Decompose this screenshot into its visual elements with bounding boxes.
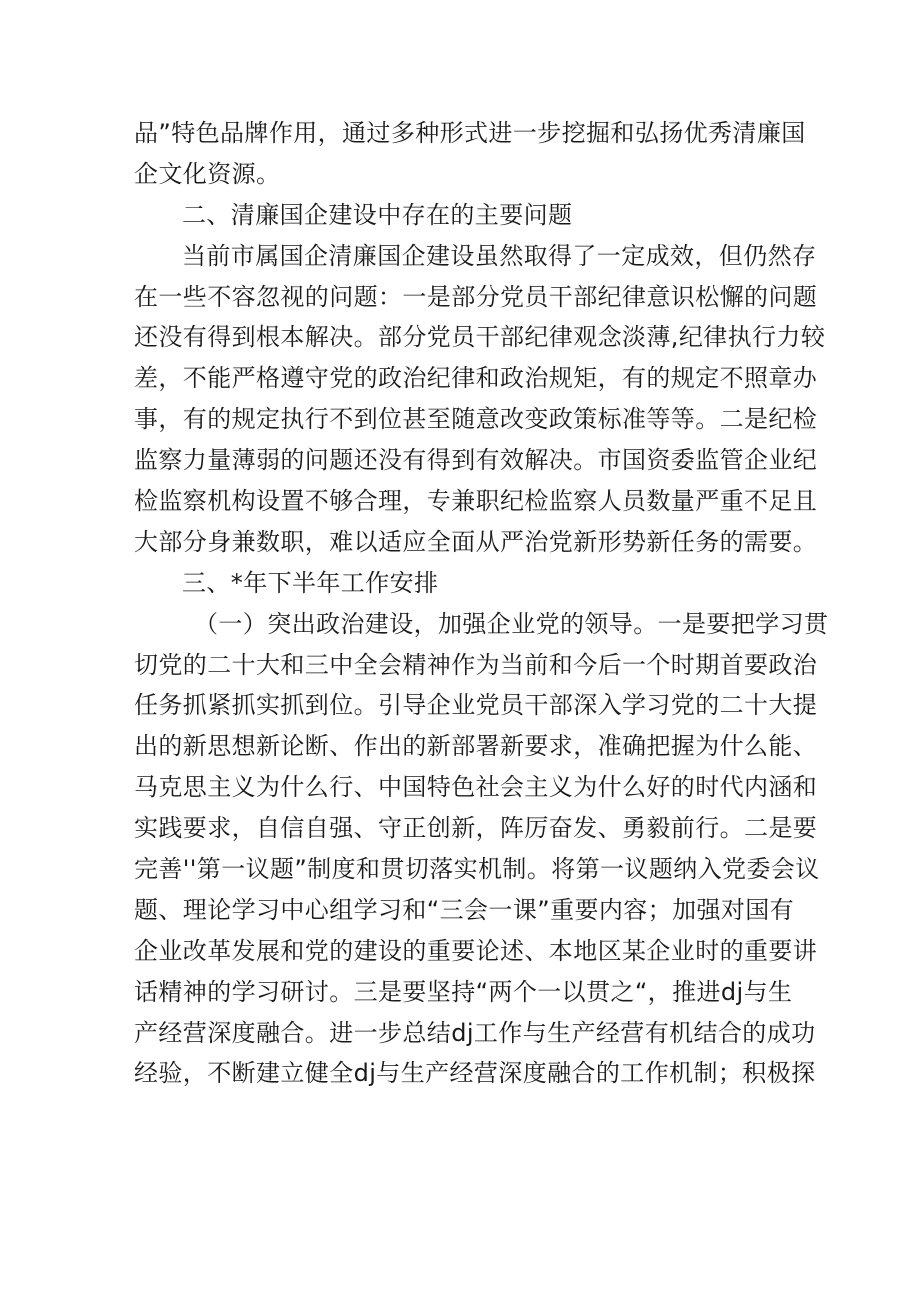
body-text-line: 差，不能严格遵守党的政治纪律和政治规矩，有的规定不照章办 [134, 364, 818, 393]
body-text-line: 产经营深度融合。进一步总结dj工作与生产经营有机结合的成功 [134, 1018, 816, 1047]
body-text-line: 大部分身兼数职，难以适应全面从严治党新形势新任务的需要。 [134, 527, 818, 556]
body-text-line: 完善''第一议题”制度和贯切落实机制。将第一议题纳入党委会议 [134, 855, 820, 884]
body-text-line: 事，有的规定执行不到位甚至随意改变政策标准等等。二是纪检 [134, 405, 818, 434]
subsection-heading-line: （一）突出政治建设，加强企业党的领导。一是要把学习贯 [194, 609, 829, 638]
section-heading-3: 三、*年下半年工作安排 [182, 568, 439, 597]
body-text-line: 企文化资源。 [134, 159, 281, 188]
body-text-line: 在一些不容忽视的问题：一是部分党员干部纪律意识松懈的问题 [134, 282, 818, 311]
body-text-line: 经验，不断建立健全dj与生产经营深度融合的工作机制；积极探 [134, 1059, 816, 1088]
body-text-line: 任务抓紧抓实抓到位。引导企业党员干部深入学习党的二十大提 [134, 691, 818, 720]
body-text-line: 话精神的学习研讨。三是要坚持“两个一以贯之“，推进dj与生 [134, 977, 793, 1006]
body-text-line: 监察力量薄弱的问题还没有得到有效解决。市国资委监管企业纪 [134, 446, 818, 475]
section-heading-2: 二、清廉国企建设中存在的主要问题 [182, 200, 573, 229]
body-text-line: 品”特色品牌作用，通过多种形式进一步挖掘和弘扬优秀清廉国 [134, 119, 806, 147]
document-body [134, 113, 829, 1094]
body-text-line: 还没有得到根本解决。部分党员干部纪律观念淡薄,纪律执行力较 [134, 323, 826, 352]
body-text-line: 马克思主义为什么行、中国特色社会主义为什么好的时代内涵和 [134, 773, 818, 802]
body-text-line: 切党的二十大和三中全会精神作为当前和今后一个时期首要政治 [134, 650, 818, 679]
body-text-line: 出的新思想新论断、作出的新部署新要求，准确把握为什么能、 [134, 732, 818, 761]
body-text-line: 检监察机构设置不够合理，专兼职纪检监察人员数量严重不足且 [134, 487, 818, 516]
body-text-line: 题、理论学习中心组学习和“三会一课”重要内容；加强对国有 [134, 895, 795, 924]
paragraph-start-line: 当前市属国企清廉国企建设虽然取得了一定成效，但仍然存 [182, 241, 817, 270]
body-text-line: 实践要求，自信自强、守正创新，阵厉奋发、勇毅前行。二是要 [134, 814, 818, 843]
body-text-line: 企业改革发展和党的建设的重要论述、本地区某企业时的重要讲 [134, 936, 818, 965]
